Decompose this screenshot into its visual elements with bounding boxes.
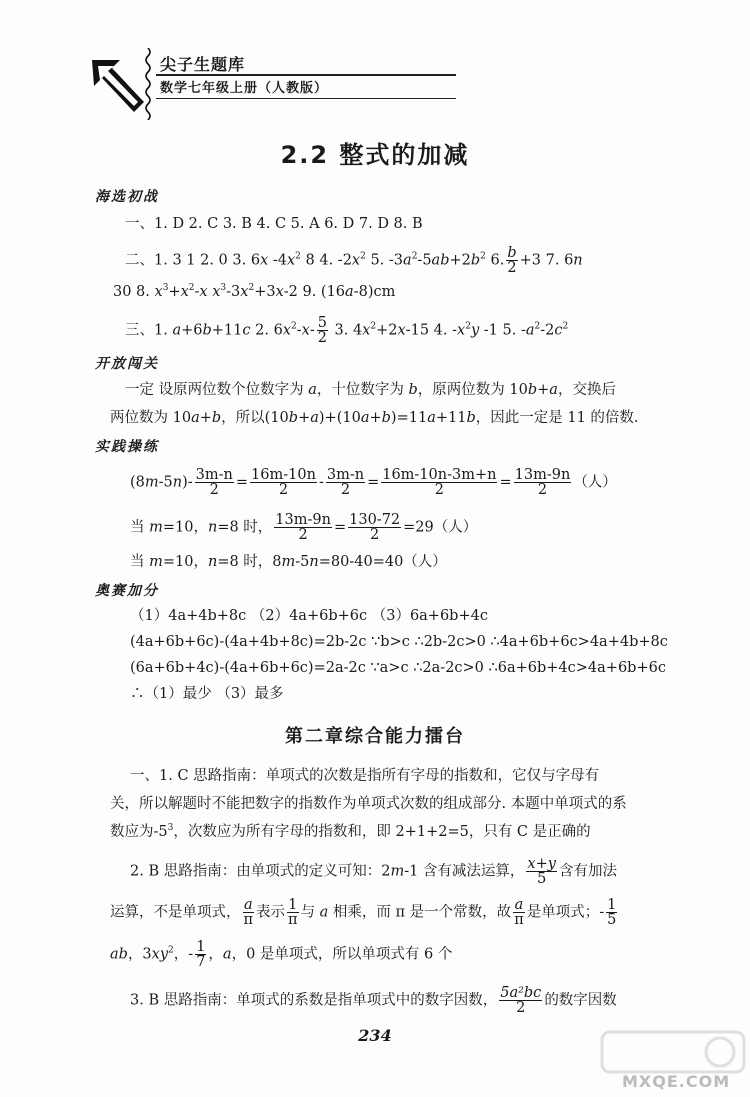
fraction: $\frac{13m-9n}{2}$ xyxy=(275,512,331,543)
section-heading: 实践操练 xyxy=(95,439,159,455)
fraction: $\frac{13m-9n}{2}$ xyxy=(514,467,571,498)
fraction: $\frac{1}{7}$ xyxy=(196,939,206,970)
equation-line: 当 m=10，n=8 时， $\frac{13m-9n}{2}$ = $\frac{130-72}{2}$ =29（人） xyxy=(130,512,478,543)
paragraph-line: 运算，不是单项式， $\frac{a}{\pi}$ 表示 $\frac{1}{\pi}$ 与 a 相乘，而 π 是一个常数，故 $\frac{a}{\pi}$ 是单项式；- $\frac{1}{5}$ xyxy=(110,897,617,928)
running-header xyxy=(92,44,392,114)
section-heading: 奥赛加分 xyxy=(95,583,159,599)
fraction: $\frac{a}{\pi}$ xyxy=(514,897,524,928)
answer-line: （1）4a+4b+8c （2）4a+6b+6c （3）6a+6b+4c xyxy=(130,608,488,624)
page-number: 234 xyxy=(358,1026,392,1045)
chapter-title: 第二章综合能力擂台 xyxy=(285,726,465,747)
fraction: $\frac{3m-n}{2}$ xyxy=(326,467,365,498)
equation-line: (8m-5n)- $\frac{3m-n}{2}$ = $\frac{16m-10n}{2}$ - $\frac{3m-n}{2}$ = $\frac{16m-10n-3m+n}{2}$ = $\frac{13m-9n}{2}$ （人） xyxy=(130,467,617,498)
answer-line: ∴（1）最少 （3）最多 xyxy=(130,686,284,702)
header-rule xyxy=(156,74,456,76)
fraction: $\frac{b}{2}$ xyxy=(507,245,517,276)
fraction: $\frac{3m-n}{2}$ xyxy=(195,467,233,498)
paragraph-line: 一、1. C 思路指南：单项式的次数是指所有字母的指数和，它仅与字母有 xyxy=(130,768,600,784)
answer-line: 30 8. $x^3+x^2-x$ $x^3-3x^2+3x-2$ 9. (16a-8)cm xyxy=(113,283,396,300)
equation-line: 当 m=10，n=8 时，8m-5n=80-40=40（人） xyxy=(130,554,447,570)
header-rule xyxy=(156,98,456,99)
section-title: 2.2 整式的加减 xyxy=(280,141,470,169)
answer-line: (4a+6b+6c)-(4a+4b+8c)=2b-2c ∵b>c ∴2b-2c>0 ∴4a+6b+6c>4a+4b+8c xyxy=(130,634,668,650)
paragraph-line: 数应为$-5^3$，次数应为所有字母的指数和，即 2+1+2=5，只有 C 是正确的 xyxy=(110,823,591,840)
fraction: $\frac{x+y}{5}$ xyxy=(527,856,556,887)
section-heading: 海选初战 xyxy=(95,189,159,205)
watermark-text: MXQE.COM xyxy=(622,1072,731,1091)
fraction: $\frac{1}{5}$ xyxy=(607,897,617,928)
answer-line: (6a+6b+4c)-(4a+6b+6c)=2a-2c ∵a>c ∴2a-2c>0 ∴6a+6b+4c>4a+6b+6c xyxy=(130,660,666,676)
answer-line: 一、1. D 2. C 3. B 4. C 5. A 6. D 7. D 8. B xyxy=(125,216,423,232)
paragraph-line: 一定 设原两位数个位数字为 a，十位数字为 b，原两位数为 10b+a，交换后 xyxy=(125,382,616,398)
fraction: $\frac{5}{2}$ xyxy=(317,315,327,346)
book-title: 数学七年级上册（人教版） xyxy=(160,81,329,96)
book-arrow-icon xyxy=(88,54,150,116)
paragraph-line: 关，所以解题时不能把数字的指数作为单项式次数的组成部分. 本题中单项式的系 xyxy=(110,796,627,812)
paragraph-line: ab，$3xy^2$，- $\frac{1}{7}$ ，a，0 是单项式，所以单项式有 6 个 xyxy=(110,939,453,970)
fraction: $\frac{16m-10n}{2}$ xyxy=(251,467,316,498)
series-title: 尖子生题库 xyxy=(160,55,246,74)
answer-line: 二、1. 3 1 2. 0 3. 6x $-4x^2$ 8 4. $-2x^2$ 5. $-3a^2-5ab+2b^2$ 6. $\frac{b}{2}$ +3 7. 6n xyxy=(125,245,583,276)
answer-line: 三、1. a+6b+11c 2. $6x^2-x-$ $\frac{5}{2}$ 3. $4x^2+2x-15$ 4. $-x^2y$ -1 5. $-a^2-2c^2$ xyxy=(125,315,569,346)
section-heading: 开放闯关 xyxy=(95,356,159,372)
fraction: $\frac{a}{\pi}$ xyxy=(243,897,254,928)
header-divider xyxy=(144,48,152,120)
fraction: $\frac{\text{5a²bc}}{2}$ xyxy=(500,985,542,1016)
paragraph-line: 2. B 思路指南：由单项式的定义可知：2m-1 含有减法运算， $\frac{x+y}{5}$ 含有加法 xyxy=(130,856,617,887)
fraction: $\frac{1}{\pi}$ xyxy=(288,897,298,928)
fraction: $\frac{130-72}{2}$ xyxy=(349,512,401,543)
paragraph-line: 3. B 思路指南：单项式的系数是指单项式中的数字因数， $\frac{\text{5a²bc}}{2}$ 的数字因数 xyxy=(130,985,617,1016)
paragraph-line: 两位数为 10a+b，所以(10b+a)+(10a+b)=11a+11b，因此一定是 11 的倍数. xyxy=(110,410,639,426)
fraction: $\frac{16m-10n-3m+n}{2}$ xyxy=(382,467,497,498)
